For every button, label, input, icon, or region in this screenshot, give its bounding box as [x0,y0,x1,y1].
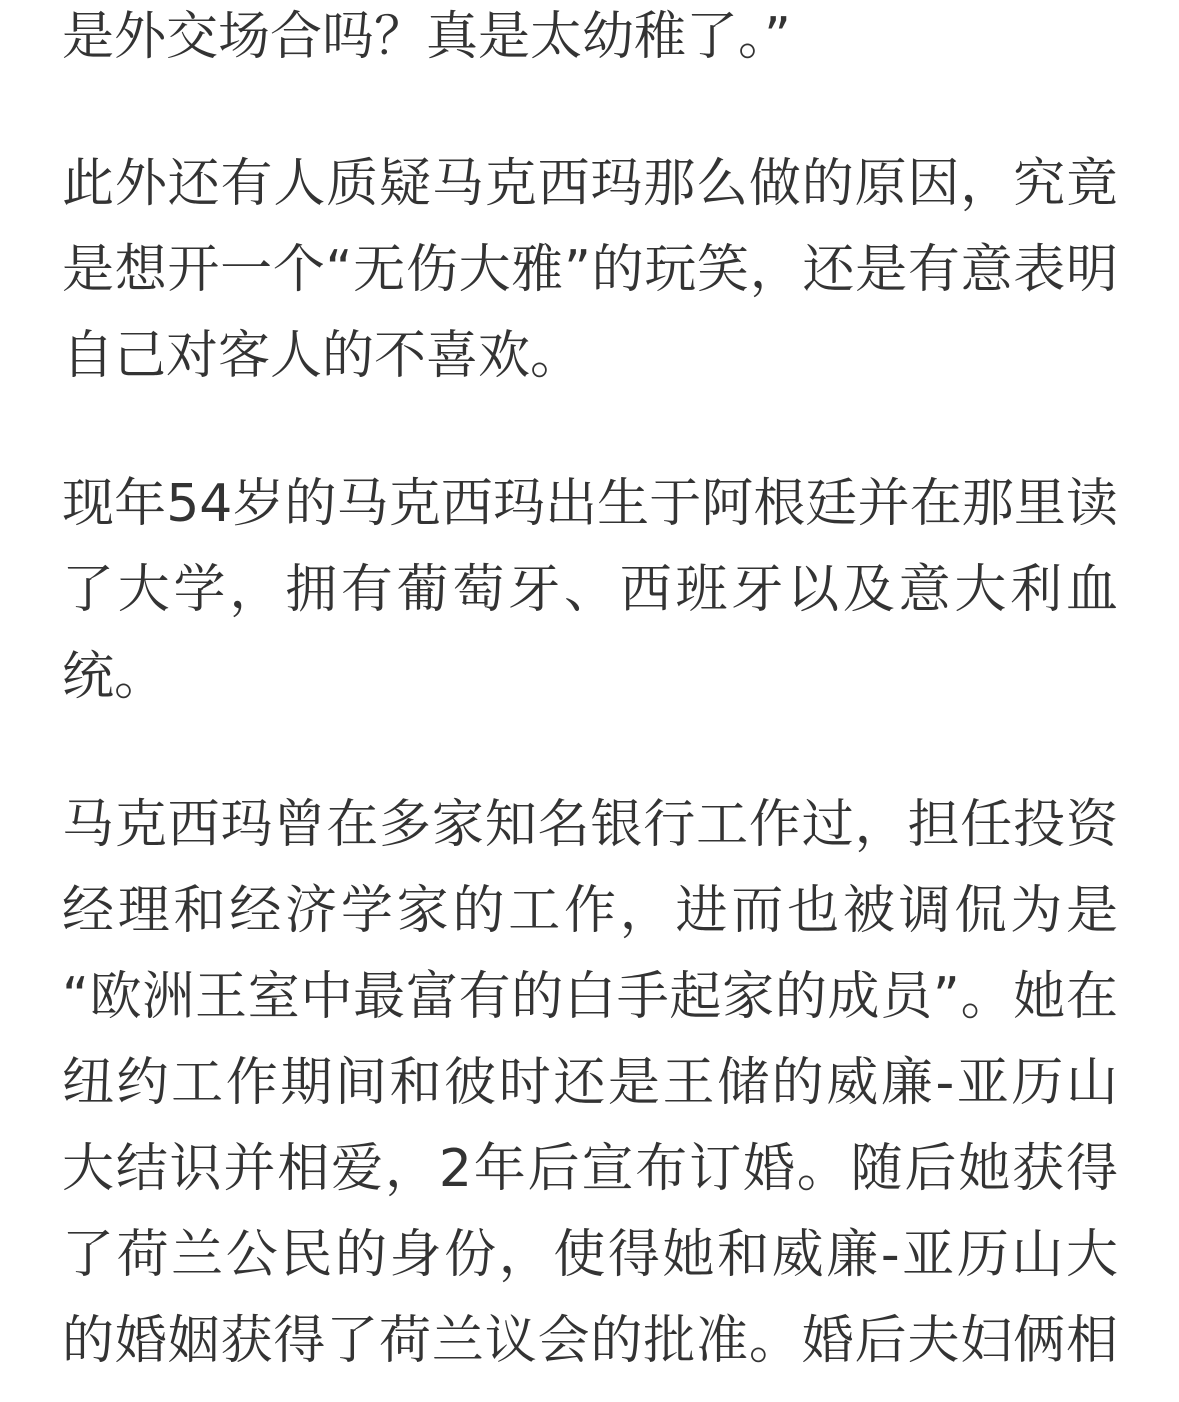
paragraph-2-line-2: 是想开一个“无伤大雅”的玩笑，还是有意表明 [62,240,1118,300]
paragraph-3-line-2: 了大学，拥有葡萄牙、西班牙以及意大利血 [62,560,1118,620]
paragraph-4-line-3: “欧洲王室中最富有的白手起家的成员”。她在 [62,967,1118,1027]
paragraph-4-line-4: 纽约工作期间和彼时还是王储的威廉-亚历山 [62,1053,1118,1113]
paragraph-4-line-6: 了荷兰公民的身份，使得她和威廉-亚历山大 [62,1225,1118,1285]
paragraph-2-line-1: 此外还有人质疑马克西玛那么做的原因，究竟 [62,154,1118,214]
paragraph-2-line-3: 自己对客人的不喜欢。 [62,326,583,386]
paragraph-3-line-3: 统。 [62,647,167,707]
paragraph-4-line-2: 经理和经济学家的工作，进而也被调侃为是 [62,881,1118,941]
paragraph-4-line-5: 大结识并相爱，2年后宣布订婚。随后她获得 [62,1139,1118,1199]
paragraph-3-line-1: 现年54岁的马克西玛出生于阿根廷并在那里读 [62,474,1118,534]
paragraph-4-line-7: 的婚姻获得了荷兰议会的批准。婚后夫妇俩相 [62,1311,1118,1371]
paragraph-1-line-1: 是外交场合吗？真是太幼稚了。” [62,7,791,67]
paragraph-4-line-1: 马克西玛曾在多家知名银行工作过，担任投资 [62,795,1118,855]
